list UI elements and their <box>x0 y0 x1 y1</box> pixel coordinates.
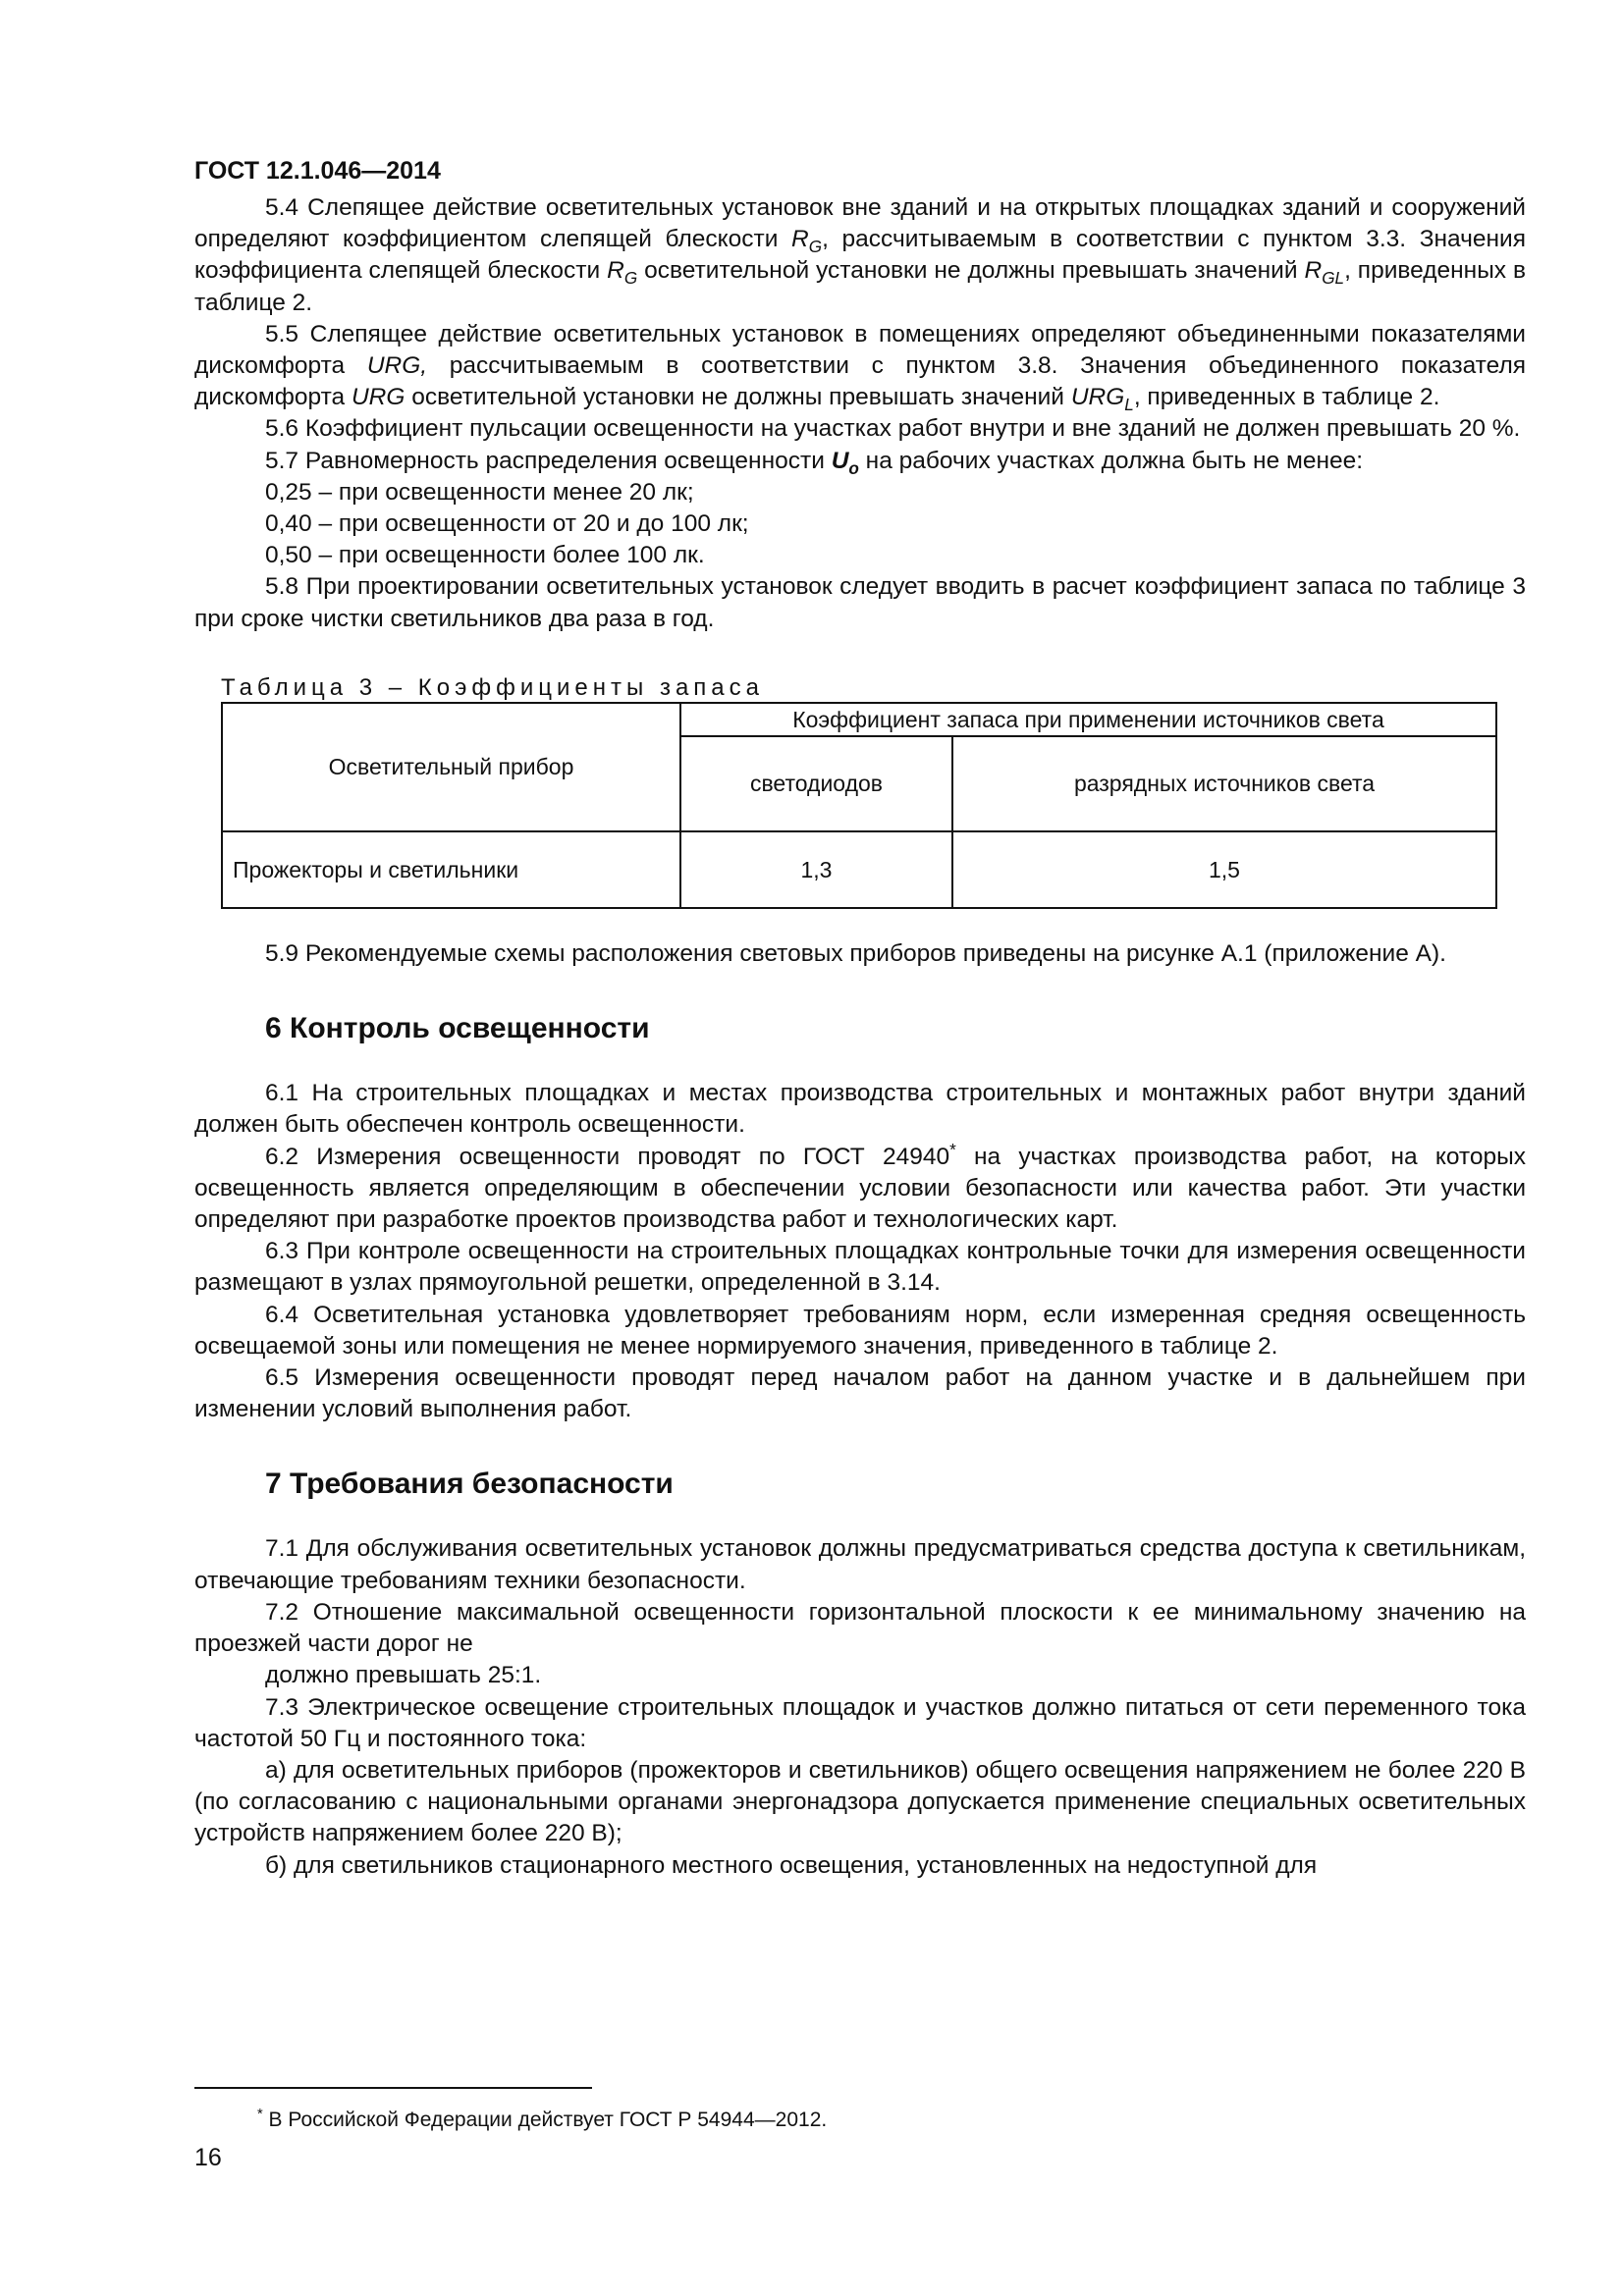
paragraph-6-5: 6.5 Измерения освещенности проводят перед началом работ на данном участке и в дальнейшем при изменении условий выполнения работ. <box>194 1364 1526 1423</box>
table-3 <box>221 702 1497 909</box>
paragraph-6-4: 6.4 Осветительная установка удовлетворяет требованиям норм, если измеренная средняя освещенность освещаемой зоны или помещения не менее нормируемого значения, приведенного в таблице 2. <box>194 1301 1526 1360</box>
paragraph-7-3: 7.3 Электрическое освещение строительных площадок и участков должно питаться от сети переменного тока частотой 50 Гц и постоянного тока: <box>194 1693 1526 1752</box>
symbol-rg: $R_G$ <box>791 226 823 257</box>
document-page <box>194 155 1526 1882</box>
paragraph-7-2: 7.2 Отношение максимальной освещенности горизонтальной плоскости к ее минимальному значению на проезжей части дорог не <box>194 1598 1526 1658</box>
footnote-divider <box>194 2087 592 2089</box>
paragraph-5-9: 5.9 Рекомендуемые схемы расположения световых приборов приведены на рисунке А.1 (приложение А). <box>265 940 1446 968</box>
table-header-discharge: разрядных источников света <box>952 736 1496 831</box>
table-cell-discharge: 1,5 <box>952 831 1496 908</box>
paragraph-7-3-a: а) для осветительных приборов (прожекторов и светильников) общего освещения напряжением не более 220 В (по согласованию с национальными органами энергонадзора допускается применение специальных осветительных устройств напряжением более 220 В); <box>194 1756 1526 1847</box>
symbol-urg: URG <box>351 384 406 411</box>
uniformity-item: 0,40 – при освещенности от 20 и до 100 лк; <box>265 510 749 538</box>
uniformity-item: 0,50 – при освещенности более 100 лк. <box>265 542 705 569</box>
paragraph-6-1: 6.1 На строительных площадках и местах производства строительных и монтажных работ внутри зданий должен быть обеспечен контроль освещенности. <box>194 1080 1526 1139</box>
paragraph-5-7: 5.7 Равномерность распределения освещенности $U_o$ на рабочих участках должна быть не менее: <box>265 447 1364 478</box>
document-code-header: ГОСТ 12.1.046—2014 <box>194 157 441 185</box>
symbol-uo: $U_o$ <box>831 447 859 478</box>
table-header-device: Осветительный прибор <box>222 703 680 831</box>
paragraph-5-4: 5.4 Слепящее действие осветительных установок вне зданий и на открытых площадках зданий и сооружений определяют коэффициентом слепящей блескости $R_G$, рассчитываемым в соответствии с пунктом 3.3. Значения коэффициента слепящей блескости $R_G$ осветительной установки не должны превышать значений $R_{GL}$, приведенных в таблице 2. <box>194 194 1526 316</box>
symbol-urg: URG, <box>366 352 428 380</box>
table-row <box>222 831 1496 908</box>
footnote-marker: * <box>257 2107 263 2122</box>
paragraph-7-1: 7.1 Для обслуживания осветительных установок должны предусматриваться средства доступа к светильникам, отвечающие требованиям техники безопасности. <box>194 1535 1526 1594</box>
symbol-urgl: $URG_L$ <box>1070 384 1134 415</box>
paragraph-7-2-continuation: должно превышать 25:1. <box>265 1662 542 1689</box>
footnote: * В Российской Федерации действует ГОСТ Р 54944—2012. <box>257 2107 828 2131</box>
symbol-rgl: $R_{GL}$ <box>1304 257 1345 289</box>
table-header-led: светодиодов <box>680 736 952 831</box>
paragraph-6-2: 6.2 Измерения освещенности проводят по ГОСТ 24940* на участках производства работ, на которых освещенность является определяющим в обеспечении условии безопасности или качества работ. Эти участки определяют при разработке проектов производства работ и технологических карт. <box>194 1139 1526 1234</box>
section-6-heading: 6 Контроль освещенности <box>265 1012 650 1045</box>
paragraph-5-8: 5.8 При проектировании осветительных установок следует вводить в расчет коэффициент запаса по таблице 3 при сроке чистки светильников два раза в год. <box>194 573 1526 632</box>
uniformity-item: 0,25 – при освещенности менее 20 лк; <box>265 478 694 506</box>
paragraph-5-5: 5.5 Слепящее действие осветительных установок в помещениях определяют объединенными показателями дискомфорта URG, рассчитываемым в соответствии с пунктом 3.8. Значения объединенного показателя дискомфорта URG осветительной установки не должны превышать значений $URG_L$, приведенных в таблице 2. <box>194 320 1527 415</box>
table-header-group: Коэффициент запаса при применении источников света <box>680 703 1496 736</box>
table-3-caption: Таблица 3 – Коэффициенты запаса <box>221 673 764 701</box>
paragraph-5-6: 5.6 Коэффициент пульсации освещенности на участках работ внутри и вне зданий не должен превышать 20 %. <box>265 415 1521 443</box>
paragraph-6-3: 6.3 При контроле освещенности на строительных площадках контрольные точки для измерения освещенности размещают в узлах прямоугольной решетки, определенной в 3.14. <box>194 1238 1526 1297</box>
symbol-rg: $R_G$ <box>607 257 638 289</box>
page-number: 16 <box>194 2144 222 2171</box>
paragraph-7-3-b: б) для светильников стационарного местного освещения, установленных на недоступной для <box>265 1851 1318 1879</box>
table-cell-led: 1,3 <box>680 831 952 908</box>
section-7-heading: 7 Требования безопасности <box>265 1468 674 1501</box>
footnote-marker: * <box>949 1139 956 1159</box>
table-cell-device: Прожекторы и светильники <box>222 831 680 908</box>
